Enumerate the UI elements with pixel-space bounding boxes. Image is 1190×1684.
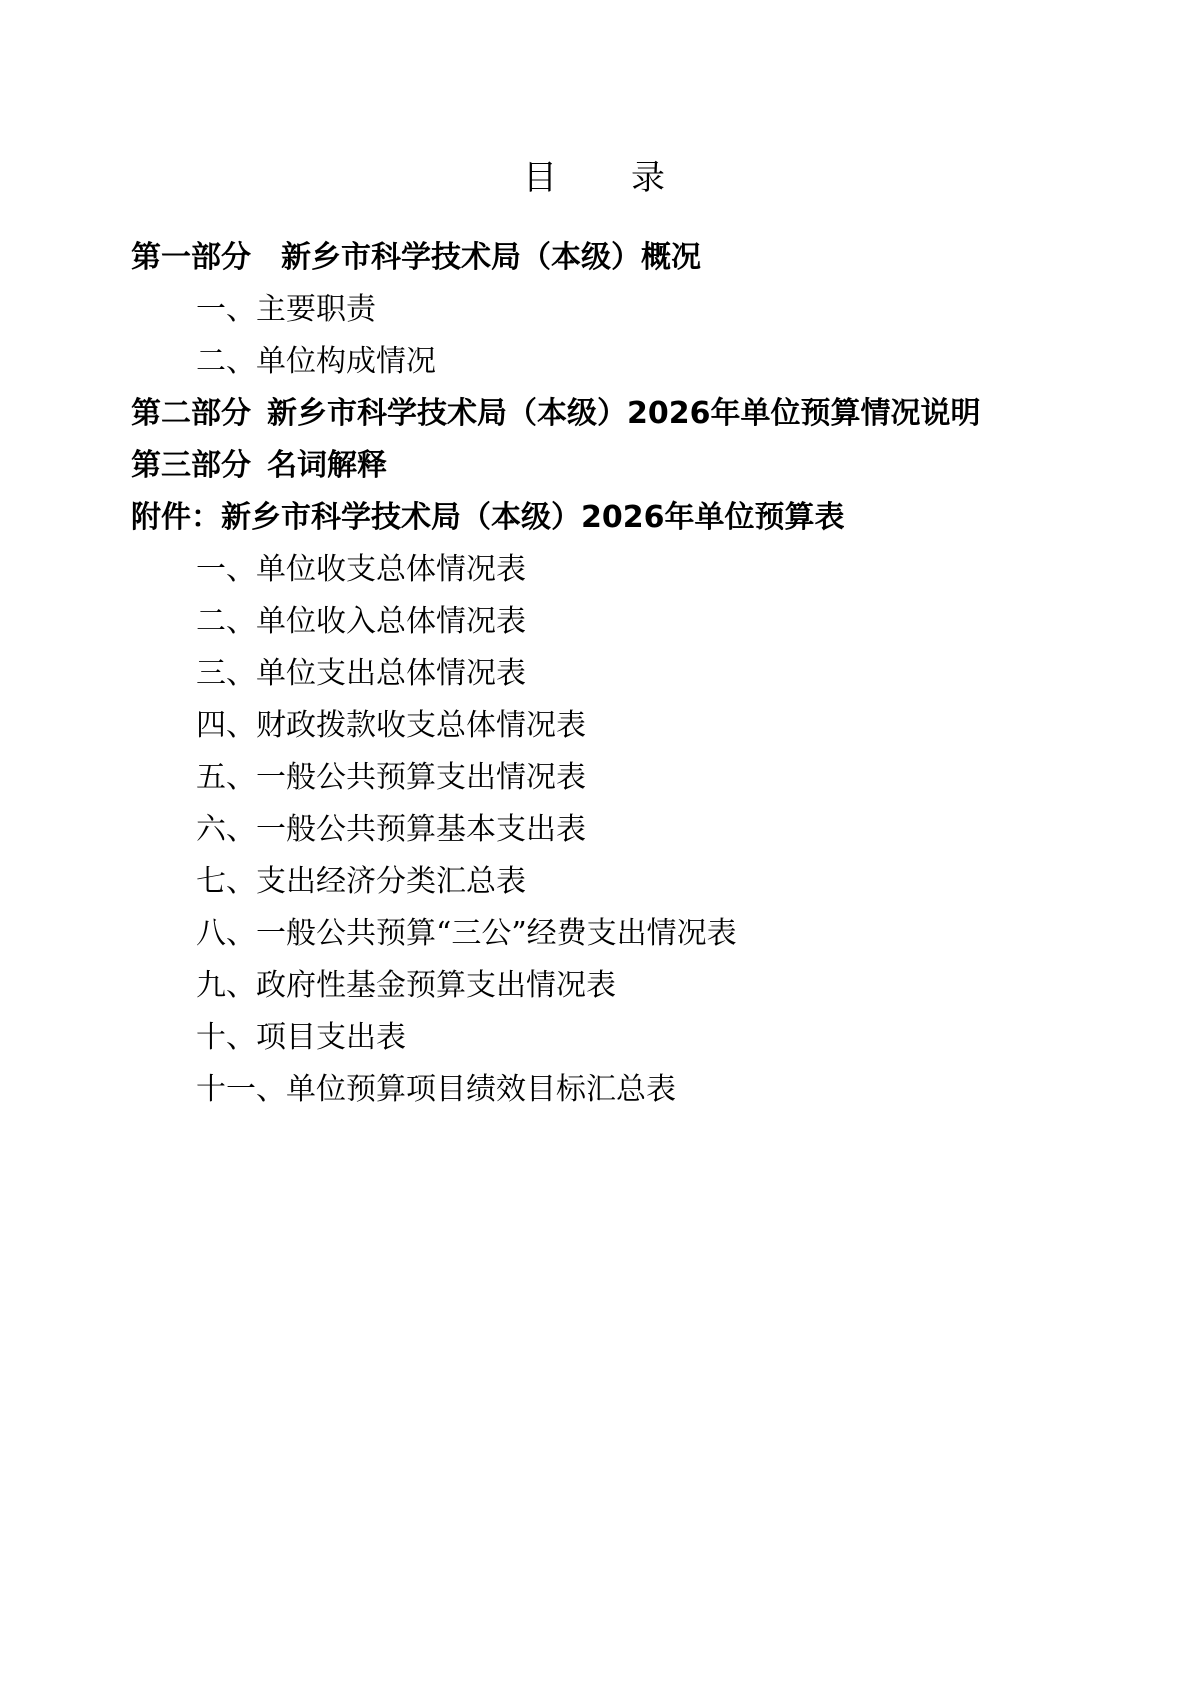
toc-item: 二、单位收入总体情况表	[196, 604, 526, 639]
toc-part-2	[131, 394, 981, 434]
toc-item: 八、一般公共预算“三公”经费支出情况表	[196, 916, 737, 951]
toc-item: 七、支出经济分类汇总表	[196, 864, 526, 899]
toc-item: 十一、单位预算项目绩效目标汇总表	[196, 1072, 676, 1107]
toc-annex: 附件：新乡市科学技术局（本级）2026年单位预算表	[131, 500, 845, 535]
toc-item: 一、单位收支总体情况表	[196, 552, 526, 587]
toc-item: 十、项目支出表	[196, 1020, 406, 1055]
title-char-1: 目	[523, 158, 559, 198]
toc-part-1-title: 新乡市科学技术局（本级）概况	[281, 240, 701, 275]
toc-item: 三、单位支出总体情况表	[196, 656, 526, 691]
toc-part-3-label: 第三部分	[131, 448, 251, 483]
toc-item: 六、一般公共预算基本支出表	[196, 812, 586, 847]
toc-part-2-label: 第二部分	[131, 396, 251, 431]
toc-item: 一、主要职责	[196, 292, 376, 327]
toc-part-3-title: 名词解释	[267, 448, 387, 483]
title-char-2: 录	[631, 158, 667, 198]
toc-item: 九、政府性基金预算支出情况表	[196, 968, 616, 1003]
toc-part-1	[131, 238, 701, 278]
toc-part-2-title: 新乡市科学技术局（本级）2026年单位预算情况说明	[267, 396, 981, 431]
toc-item: 四、财政拨款收支总体情况表	[196, 708, 586, 743]
toc-part-3	[131, 446, 387, 486]
toc-item: 二、单位构成情况	[196, 344, 436, 379]
toc-part-1-label: 第一部分	[131, 240, 251, 275]
toc-item: 五、一般公共预算支出情况表	[196, 760, 586, 795]
